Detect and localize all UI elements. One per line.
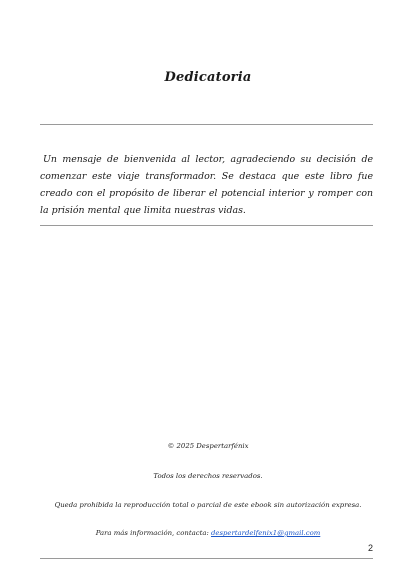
prohibition-notice: Queda prohibida la reproducción total o parcial de este ebook sin autorización expresa. <box>54 501 362 509</box>
rights-notice: Todos los derechos reservados. <box>153 472 263 480</box>
page-title: Dedicatoria <box>164 70 252 85</box>
bottom-divider <box>40 558 373 559</box>
contact-prefix: Para más información, contacta: <box>95 529 211 537</box>
contact-line <box>0 529 416 537</box>
copyright-notice: © 2025 Despertarfénix <box>167 442 249 450</box>
page-number: 2 <box>368 543 374 553</box>
top-divider <box>40 124 373 125</box>
contact-email-link[interactable]: despertardelfenix1@gmail.com <box>210 529 321 537</box>
middle-divider <box>40 225 373 226</box>
dedication-paragraph: Un mensaje de bienvenida al lector, agradeciendo su decisión de comenzar este viaje transformador. Se destaca que este libro fue creado con el propósito de liberar el potencial interior y romper con la prisión mental que limita nuestras vidas. <box>40 154 373 216</box>
